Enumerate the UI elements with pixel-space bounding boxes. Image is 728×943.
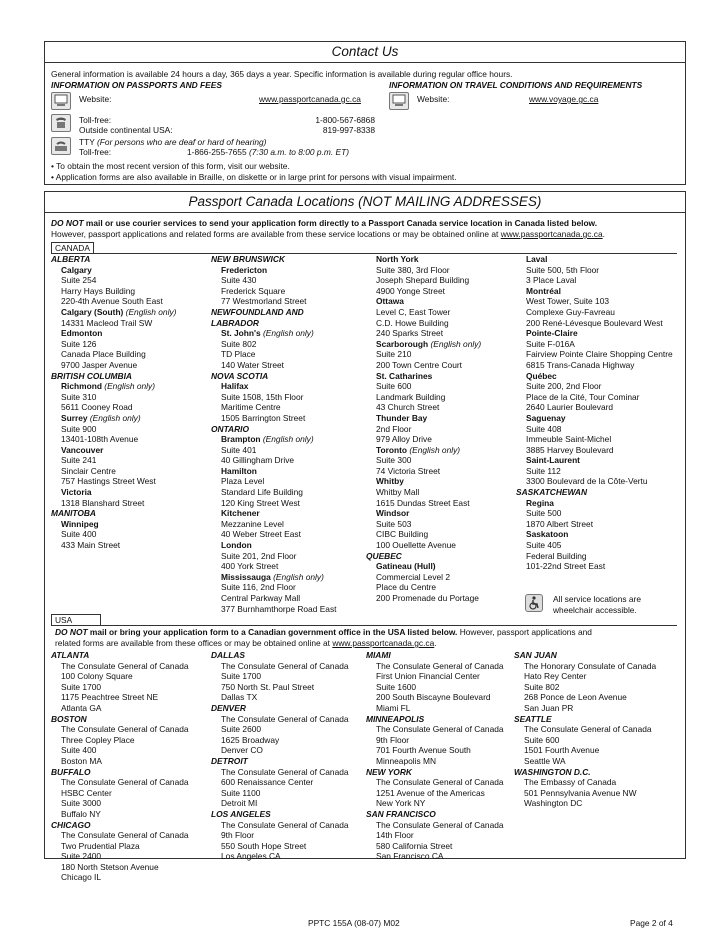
address-line: Suite 600 <box>524 734 560 745</box>
address-line: 120 King Street West <box>221 497 300 508</box>
address-line: Atlanta GA <box>61 702 102 713</box>
address-line: Suite 802 <box>221 338 257 349</box>
address-line: Federal Building <box>526 550 587 561</box>
address-line: TD Place <box>221 349 256 360</box>
region-heading: LABRADOR <box>211 317 259 328</box>
address-line: West Tower, Suite 103 <box>526 296 610 307</box>
computer-icon <box>51 92 71 110</box>
address-line: 1505 Barrington Street <box>221 412 306 423</box>
region-heading: NEWFOUNDLAND AND <box>211 306 304 317</box>
address-line: CIBC Building <box>376 529 429 540</box>
address-line: Denver CO <box>221 745 263 756</box>
address-line: Suite 2400 <box>61 851 102 862</box>
city-name: Victoria <box>61 487 92 498</box>
address-line: Suite 3000 <box>61 798 102 809</box>
address-line: New York NY <box>376 798 426 809</box>
address-line: Suite 400 <box>61 745 97 756</box>
address-line: 400 York Street <box>221 561 279 572</box>
address-line: Suite 500, 5th Floor <box>526 264 600 275</box>
address-line: Suite 2600 <box>221 724 262 735</box>
address-line: 100 Ouellette Avenue <box>376 540 456 551</box>
address-line: Place de la Cité, Tour Cominar <box>526 391 640 402</box>
city-name: Edmonton <box>61 328 103 339</box>
city-label: Toronto <box>376 444 408 455</box>
address-line: Landmark Building <box>376 391 446 402</box>
address-line: Frederick Square <box>221 285 286 296</box>
address-line: Washington DC <box>524 798 583 809</box>
tty-hours: (7:30 a.m. to 8:00 p.m. ET) <box>248 147 350 157</box>
address-line: 200 René-Lévesque Boulevard West <box>526 317 663 328</box>
address-line: 9700 Jasper Avenue <box>61 359 138 370</box>
address-line: Suite 1508, 15th Floor <box>221 391 304 402</box>
address-line: 750 North St. Paul Street <box>221 681 315 692</box>
canada-column-1 <box>51 254 176 551</box>
city-name: St. Catharines <box>376 370 433 381</box>
tty-tollfree-label: Toll-free: <box>79 147 112 157</box>
region-heading: MIAMI <box>366 650 391 660</box>
region-heading: ONTARIO <box>211 423 249 434</box>
travel-heading: INFORMATION ON TRAVEL CONDITIONS AND REQUIREMENTS <box>389 80 643 90</box>
address-line: The Consulate General of Canada <box>61 724 189 735</box>
address-line: HSBC Center <box>61 787 112 798</box>
region-heading: ALBERTA <box>51 254 91 264</box>
region-heading: QUEBEC <box>366 550 402 561</box>
city-name: Montréal <box>526 285 561 296</box>
address-line: 14331 Macleod Trail SW <box>61 317 153 328</box>
city-name: Vancouver <box>61 444 104 455</box>
address-line: 200 South Biscayne Boulevard <box>376 692 491 703</box>
address-line: 40 Gillingham Drive <box>221 455 295 466</box>
region-heading: BRITISH COLUMBIA <box>51 370 132 381</box>
address-line: 4900 Yonge Street <box>376 285 445 296</box>
address-line: Dallas TX <box>221 692 258 703</box>
address-line: 5611 Cooney Road <box>61 402 133 413</box>
canada-notice-line2: However, passport applications and related forms are available from these service locations or may be obtained online at www.passportcanada.gc.ca. <box>51 229 605 239</box>
city-name <box>211 434 336 445</box>
address-line: 580 California Street <box>376 840 453 851</box>
region-heading: DALLAS <box>211 650 245 660</box>
city-name: North York <box>376 254 419 264</box>
city-name: Whitby <box>376 476 404 487</box>
address-line: Standard Life Building <box>221 487 303 498</box>
address-line: Buffalo NY <box>61 808 101 819</box>
computer-icon <box>389 92 409 110</box>
city-label: Richmond <box>61 381 102 392</box>
outside-usa-label: Outside continental USA: <box>79 125 173 135</box>
address-line: Immeuble Saint-Michel <box>526 434 612 445</box>
city-name: Laval <box>526 254 548 264</box>
address-line: Commercial Level 2 <box>376 571 451 582</box>
address-line: Suite 401 <box>221 444 257 455</box>
address-line: Fairview Pointe Claire Shopping Centre <box>526 349 673 360</box>
city-name: Saint-Laurent <box>526 455 580 466</box>
language-note: (English only) <box>407 444 461 455</box>
region-heading: SASKATCHEWAN <box>516 487 588 498</box>
address-line: Suite 400 <box>61 529 97 540</box>
city-name: Ottawa <box>376 296 404 307</box>
address-line: 43 Church Street <box>376 402 440 413</box>
address-line: Harry Hays Building <box>61 285 136 296</box>
address-line: Suite 380, 3rd Floor <box>376 264 450 275</box>
address-line: The Consulate General of Canada <box>376 724 504 735</box>
address-line: Suite 900 <box>61 423 97 434</box>
canada-column-4 <box>516 254 673 572</box>
address-line: Hato Rey Center <box>524 671 587 682</box>
passport-website-link[interactable]: www.passportcanada.gc.ca <box>259 94 361 104</box>
address-line: Suite 500 <box>526 508 562 519</box>
address-line: The Embassy of Canada <box>524 777 617 788</box>
city-name: Québec <box>526 370 557 381</box>
address-line: 757 Hastings Street West <box>61 476 156 487</box>
city-name: Saguenay <box>526 412 566 423</box>
address-line: 220-4th Avenue South East <box>61 296 163 307</box>
language-note: (English only) <box>270 571 324 582</box>
address-line: 501 Pennsylvania Avenue NW <box>524 787 637 798</box>
language-note: (English only) <box>260 328 314 339</box>
locations-section <box>44 191 686 883</box>
address-line: Suite 126 <box>61 338 97 349</box>
address-line: 1870 Albert Street <box>526 518 594 529</box>
address-line: 77 Westmorland Street <box>221 296 307 307</box>
usa-notice-link[interactable]: www.passportcanada.gc.ca <box>332 638 435 648</box>
address-line: Minneapolis MN <box>376 755 437 766</box>
address-line: The Consulate General of Canada <box>221 766 349 777</box>
address-line: Three Copley Place <box>61 734 135 745</box>
usa-column-2 <box>211 650 349 862</box>
usa-column-1 <box>51 650 189 883</box>
address-line: 200 Town Centre Court <box>376 359 462 370</box>
language-note: (English only) <box>260 434 314 445</box>
address-line: 433 Main Street <box>61 540 121 551</box>
canada-column-2 <box>211 254 336 614</box>
telephone-icon <box>51 114 71 132</box>
region-heading: WASHINGTON D.C. <box>514 766 591 777</box>
address-line: Plaza Level <box>221 476 265 487</box>
address-line: First Union Financial Center <box>376 671 480 682</box>
address-line: 6815 Trans-Canada Highway <box>526 359 635 370</box>
city-name: Pointe-Claire <box>526 328 578 339</box>
city-name: Windsor <box>376 508 410 519</box>
canada-column-3 <box>366 254 481 604</box>
address-line: 600 Renaissance Center <box>221 777 314 788</box>
address-line: Suite 112 <box>526 465 561 476</box>
region-heading: NEW YORK <box>366 766 412 777</box>
region-heading: CHICAGO <box>51 819 91 830</box>
region-heading: NEW BRUNSWICK <box>211 254 285 264</box>
address-line: The Consulate General of Canada <box>376 777 504 788</box>
address-line: 701 Fourth Avenue South <box>376 745 471 756</box>
canada-notice-link[interactable]: www.passportcanada.gc.ca <box>500 229 603 239</box>
address-line: 140 Water Street <box>221 359 284 370</box>
address-line: 1615 Dundas Street East <box>376 497 470 508</box>
address-line: 3300 Boulevard de la Côte-Vertu <box>526 476 648 487</box>
address-line: The Consulate General of Canada <box>61 830 189 841</box>
address-line: 1625 Broadway <box>221 734 280 745</box>
address-line: Suite 200, 2nd Floor <box>526 381 602 392</box>
address-line: Suite 116, 2nd Floor <box>221 582 296 593</box>
address-line: Joseph Shepard Building <box>376 275 470 286</box>
address-line: Whitby Mall <box>376 487 420 498</box>
address-line: 200 Promenade du Portage <box>376 593 479 603</box>
region-heading: DETROIT <box>211 755 248 766</box>
language-note: (English only) <box>87 412 141 423</box>
address-line: 550 South Hope Street <box>221 840 307 851</box>
contact-us-title: Contact Us <box>45 42 685 63</box>
city-name: Fredericton <box>221 264 268 275</box>
city-name: Gatineau (Hull) <box>376 561 436 572</box>
city-label: Mississauga <box>221 571 271 582</box>
address-line: C.D. Howe Building <box>376 317 449 328</box>
bullet-alternate-formats: • Application forms are also available in Braille, on diskette or in large print for persons with visual impairment. <box>51 172 457 182</box>
usa-divider <box>51 625 677 626</box>
locations-title: Passport Canada Locations (NOT MAILING ADDRESSES) <box>45 192 685 213</box>
city-name <box>211 328 336 339</box>
travel-website-link[interactable]: www.voyage.gc.ca <box>529 94 599 104</box>
usa-tab: USA <box>51 614 101 625</box>
address-line: Suite 802 <box>524 681 560 692</box>
address-line: 9th Floor <box>221 830 255 841</box>
city-name: Hamilton <box>221 465 257 476</box>
address-line: The Consulate General of Canada <box>61 660 189 671</box>
address-line: Maritime Centre <box>221 402 281 413</box>
outside-usa-number: 819-997-8338 <box>322 125 375 135</box>
address-line: 40 Weber Street East <box>221 529 301 540</box>
address-line: Canada Place Building <box>61 349 146 360</box>
canada-tab: CANADA <box>51 242 94 253</box>
city-name <box>366 339 481 350</box>
address-line: 268 Ponce de Leon Avenue <box>524 692 627 703</box>
address-line: Level C, East Tower <box>376 306 451 317</box>
tty-icon <box>51 137 71 155</box>
address-line: Suite 241 <box>61 455 97 466</box>
city-name: Winnipeg <box>61 518 99 529</box>
address-line: Suite 600 <box>376 381 412 392</box>
city-label: Brampton <box>221 434 261 445</box>
address-line: Sinclair Centre <box>61 465 116 476</box>
city-name: Calgary <box>61 264 92 275</box>
tty-label: TTY <box>79 137 95 147</box>
contact-us-section <box>44 41 686 185</box>
address-line: 3 Place Laval <box>526 275 577 286</box>
address-line: 14th Floor <box>376 830 414 841</box>
address-line: 1175 Peachtree Street NE <box>61 692 159 703</box>
passports-heading: INFORMATION ON PASSPORTS AND FEES <box>51 80 222 90</box>
address-line: Two Prudential Plaza <box>61 840 140 851</box>
region-heading: NOVA SCOTIA <box>211 370 269 381</box>
address-line: Suite 310 <box>61 391 97 402</box>
city-name: Kitchener <box>221 508 260 519</box>
city-name <box>366 445 481 456</box>
address-line: 2640 Laurier Boulevard <box>526 402 614 413</box>
address-line: Central Parkway Mall <box>221 593 301 603</box>
address-line: The Consulate General of Canada <box>524 724 652 735</box>
tty-number-line <box>187 147 349 158</box>
address-line: 1501 Fourth Avenue <box>524 745 600 756</box>
region-heading: MANITOBA <box>51 508 96 519</box>
travel-website-label: Website: <box>417 94 450 104</box>
address-line: The Consulate General of Canada <box>221 660 349 671</box>
region-heading: SEATTLE <box>514 713 552 724</box>
usa-column-4 <box>514 650 656 809</box>
address-line: 2nd Floor <box>376 423 412 434</box>
city-name: Thunder Bay <box>376 412 428 423</box>
language-note: (English only) <box>101 381 156 392</box>
address-line: 101-22nd Street East <box>526 561 606 572</box>
address-line: 1251 Avenue of the Americas <box>376 787 485 798</box>
bullet-recent-version: • To obtain the most recent version of this form, visit our website. <box>51 161 290 171</box>
address-line: 3885 Harvey Boulevard <box>526 444 614 455</box>
address-line: The Consulate General of Canada <box>61 777 189 788</box>
address-line: The Consulate General of Canada <box>376 660 504 671</box>
address-line: 979 Alloy Drive <box>376 434 432 445</box>
address-line: San Francisco CA <box>376 851 444 862</box>
tty-note: (For persons who are deaf or hard of hearing) <box>97 137 267 147</box>
language-note: (English only) <box>123 306 177 317</box>
region-heading: LOS ANGELES <box>211 808 271 819</box>
tty-line <box>79 137 266 148</box>
canada-notice-line1: DO NOT mail or use courier services to send your application form directly to a Passport Canada service location in Canada listed below. <box>51 218 598 228</box>
address-line: Suite 210 <box>376 349 412 360</box>
region-heading: SAN JUAN <box>514 650 557 660</box>
address-line: Suite 1100 <box>221 787 261 798</box>
city-name: Regina <box>526 497 554 508</box>
address-line: 13401-108th Avenue <box>61 434 139 445</box>
address-line: Boston MA <box>61 755 102 766</box>
address-line: Suite 405 <box>526 540 562 551</box>
city-label: St. John's <box>221 328 261 339</box>
city-name <box>51 307 176 318</box>
address-line: Suite 300 <box>376 455 412 466</box>
address-line: Suite 254 <box>61 275 97 286</box>
usa-column-3 <box>366 650 504 862</box>
region-heading: BUFFALO <box>51 766 91 777</box>
address-line: The Consulate General of Canada <box>376 819 504 830</box>
address-line: Suite 1700 <box>61 681 102 692</box>
city-label: Surrey <box>61 412 88 423</box>
region-heading: BOSTON <box>51 713 87 724</box>
city-name <box>51 381 176 392</box>
address-line: Suite 1600 <box>376 681 417 692</box>
city-name <box>211 572 336 583</box>
address-line: Chicago IL <box>61 872 102 883</box>
city-name: Saskatoon <box>526 529 569 540</box>
wheelchair-note: All service locations are wheelchair accessible. <box>553 594 641 615</box>
usa-notice-line2: related forms are available from these offices or may be obtained online at www.passportcanada.gc.ca. <box>55 638 437 648</box>
address-line: 377 Burnhamthorpe Road East <box>221 603 337 614</box>
city-name: Halifax <box>221 381 249 392</box>
region-heading: ATLANTA <box>51 650 90 660</box>
address-line: 74 Victoria Street <box>376 465 441 476</box>
address-line: Mezzanine Level <box>221 518 284 529</box>
address-line: Los Angeles CA <box>221 851 281 862</box>
address-line: Place du Centre <box>376 582 437 593</box>
address-line: 180 North Stetson Avenue <box>61 861 159 872</box>
region-heading: SAN FRANCISCO <box>366 808 436 819</box>
language-note: (English only) <box>428 338 482 349</box>
address-line: San Juan PR <box>524 702 574 713</box>
address-line: 240 Sparks Street <box>376 328 444 339</box>
address-line: Detroit MI <box>221 798 258 809</box>
address-line: Suite 201, 2nd Floor <box>221 550 297 561</box>
wheelchair-icon <box>525 594 543 612</box>
city-label: Scarborough <box>376 338 429 349</box>
tollfree-label: Toll-free: <box>79 115 112 125</box>
address-line: Seattle WA <box>524 755 566 766</box>
address-line: The Consulate General of Canada <box>221 819 349 830</box>
address-line: Miami FL <box>376 702 411 713</box>
contact-intro: General information is available 24 hours a day, 365 days a year. Specific information is available during regular office hours. <box>51 69 513 79</box>
passport-website-label: Website: <box>79 94 112 104</box>
city-name <box>51 413 176 424</box>
address-line: Suite 503 <box>376 518 412 529</box>
usa-notice-line1: DO NOT mail or bring your application form to a Canadian government office in the USA listed below. However, passport applications and <box>55 627 592 637</box>
tty-number: 1-866-255-7655 <box>187 147 247 157</box>
address-line: 9th Floor <box>376 734 410 745</box>
page-number: Page 2 of 4 <box>630 918 673 928</box>
address-line: The Honorary Consulate of Canada <box>524 660 657 671</box>
address-line: Suite 430 <box>221 275 257 286</box>
address-line: Suite 1700 <box>221 671 262 682</box>
address-line: Suite F-016A <box>526 338 575 349</box>
city-label: Calgary (South) <box>61 306 124 317</box>
address-line: 100 Colony Square <box>61 671 133 682</box>
city-name: London <box>221 540 252 551</box>
region-heading: DENVER <box>211 702 246 713</box>
tollfree-number: 1-800-567-6868 <box>315 115 375 125</box>
region-heading: MINNEAPOLIS <box>366 713 425 724</box>
address-line: 1318 Blanshard Street <box>61 497 145 508</box>
form-code: PPTC 155A (08-07) M02 <box>308 918 400 928</box>
address-line: Complexe Guy-Favreau <box>526 306 615 317</box>
address-line: Suite 408 <box>526 423 562 434</box>
address-line: The Consulate General of Canada <box>221 713 349 724</box>
